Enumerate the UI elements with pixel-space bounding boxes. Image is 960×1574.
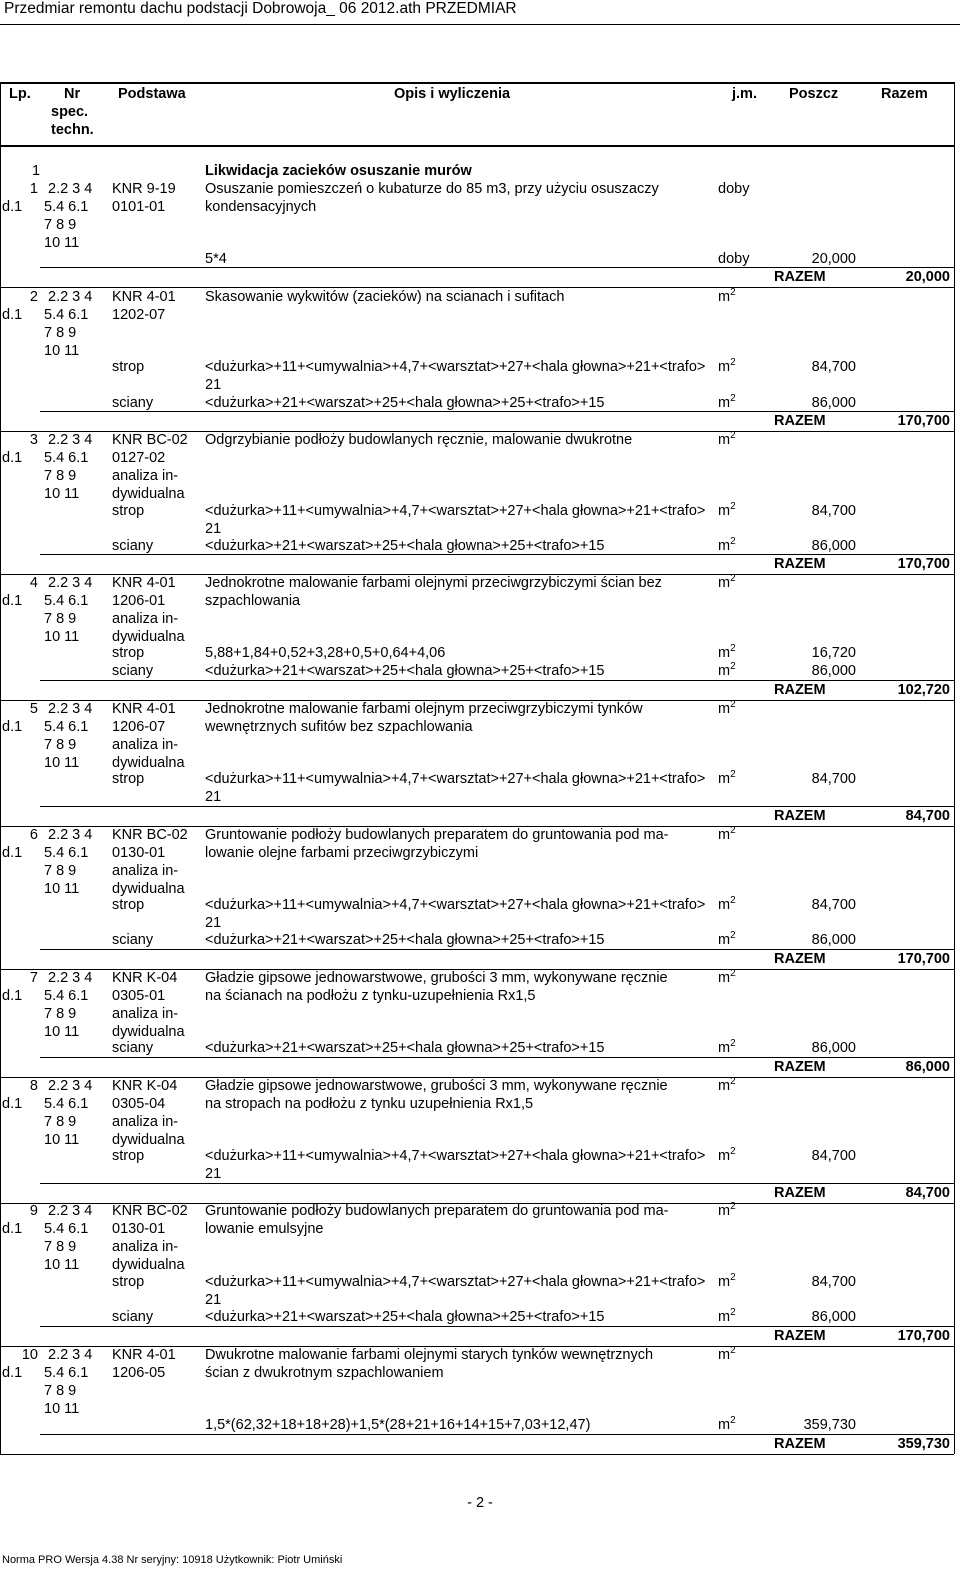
- podstawa-line: KNR BC-02: [112, 827, 188, 843]
- podstawa-line: KNR K-04: [112, 970, 178, 986]
- total-rule: [40, 1057, 954, 1058]
- total-rule: [40, 411, 954, 412]
- podstawa-line: analiza in-: [112, 468, 179, 484]
- unit-text: m: [718, 1274, 731, 1290]
- podstawa-line: analiza in-: [112, 1114, 179, 1130]
- section-title: Likwidacja zacieków osuszanie murów: [205, 163, 472, 179]
- unit-text: m: [718, 575, 731, 591]
- unit-text: m: [718, 359, 731, 375]
- row-unit: [718, 1039, 736, 1059]
- unit-superscript: 2: [730, 393, 736, 404]
- row-expression: <dużurka>+11+<umywalnia>+4,7+<warsztat>+27+<hala głowna>+21+<trafo>: [205, 359, 706, 375]
- unit-text: m: [718, 645, 731, 661]
- lp-number: 10: [21, 1347, 38, 1363]
- podstawa-line: analiza in-: [112, 1006, 179, 1022]
- description-line: lowanie olejne farbami przeciwgrzybiczymi: [205, 845, 479, 861]
- description-line: wewnętrznych sufitów bez szpachlowania: [205, 719, 473, 735]
- row-expression: <dużurka>+21+<warszat>+25+<hala głowna>+25+<trafo>+15: [205, 663, 605, 679]
- unit-text: m: [718, 970, 731, 986]
- row-label: sciany: [112, 538, 154, 554]
- row-expression: <dużurka>+21+<warszat>+25+<hala głowna>+25+<trafo>+15: [205, 1040, 605, 1056]
- row-expression-cont: 21: [205, 789, 222, 805]
- header-col-razem: Razem: [881, 86, 928, 102]
- row-expression: <dużurka>+21+<warszat>+25+<hala głowna>+25+<trafo>+15: [205, 538, 605, 554]
- row-value: 86,000: [811, 395, 856, 411]
- spec-line: 5.4 6.1: [44, 988, 89, 1004]
- unit-superscript: 2: [730, 536, 736, 547]
- description-line: Gładzie gipsowe jednowarstwowe, grubości 3 mm, wykonywane ręcznie: [205, 970, 668, 986]
- spec-line: 2.2 3 4: [48, 181, 93, 197]
- spec-line: 10 11: [44, 1024, 80, 1040]
- spec-line: 10 11: [44, 629, 80, 645]
- footer-text: Norma PRO Wersja 4.38 Nr seryjny: 10918 Użytkownik: Piotr Umiński: [2, 1554, 343, 1566]
- spec-line: 7 8 9: [44, 217, 77, 233]
- row-expression-cont: 21: [205, 1292, 222, 1308]
- unit-superscript: 2: [730, 1272, 736, 1283]
- lp-d: d.1: [2, 450, 23, 466]
- row-expression-cont: 21: [205, 1166, 222, 1182]
- spec-line: 2.2 3 4: [48, 1078, 93, 1094]
- podstawa-line: KNR BC-02: [112, 432, 188, 448]
- spec-line: 10 11: [44, 755, 80, 771]
- row-value: 86,000: [811, 1309, 856, 1325]
- lp-d: d.1: [2, 593, 23, 609]
- total-rule: [40, 949, 954, 950]
- spec-line: 5.4 6.1: [44, 1096, 89, 1112]
- spec-line: 5.4 6.1: [44, 719, 89, 735]
- podstawa-line: analiza in-: [112, 611, 179, 627]
- header-col-nr: Nr: [64, 86, 81, 102]
- row-expression: <dużurka>+21+<warszat>+25+<hala głowna>+25+<trafo>+15: [205, 395, 605, 411]
- lp-d: d.1: [2, 1096, 23, 1112]
- unit-text: m: [718, 771, 731, 787]
- row-label: strop: [112, 897, 145, 913]
- unit-text: m: [718, 1309, 731, 1325]
- podstawa-line: KNR 4-01: [112, 289, 176, 305]
- unit-label: doby: [718, 181, 750, 197]
- row-label: sciany: [112, 663, 154, 679]
- unit-text: m: [718, 432, 731, 448]
- row-expression: 5*4: [205, 251, 227, 267]
- unit-text: m: [718, 289, 731, 305]
- unit-superscript: 2: [730, 1415, 736, 1426]
- podstawa-line: dywidualna: [112, 1132, 185, 1148]
- unit-text: m: [718, 1417, 731, 1433]
- spec-line: 5.4 6.1: [44, 845, 89, 861]
- row-label: sciany: [112, 1309, 154, 1325]
- total-rule: [40, 1183, 954, 1184]
- row-expression: <dużurka>+21+<warszat>+25+<hala głowna>+25+<trafo>+15: [205, 932, 605, 948]
- row-value: 86,000: [811, 538, 856, 554]
- unit-label: [718, 574, 736, 594]
- unit-label: [718, 826, 736, 846]
- row-unit: [718, 1308, 736, 1328]
- total-label: RAZEM: [774, 1059, 826, 1075]
- unit-text: m: [718, 538, 731, 554]
- unit-text: m: [718, 663, 731, 679]
- lp-number: 2: [29, 289, 38, 305]
- unit-text: m: [718, 1347, 731, 1363]
- unit-superscript: 2: [730, 1345, 736, 1356]
- spec-line: 5.4 6.1: [44, 1221, 89, 1237]
- row-expression: 5,88+1,84+0,52+3,28+0,5+0,64+4,06: [205, 645, 446, 661]
- spec-line: 2.2 3 4: [48, 575, 93, 591]
- header-col-nr-techn: techn.: [51, 122, 94, 138]
- lp-d: d.1: [2, 1221, 23, 1237]
- document-title: Przedmiar remontu dachu podstacji Dobrowoja_ 06 2012.ath PRZEDMIAR: [4, 0, 517, 17]
- item-bottom-rule: [0, 1454, 954, 1455]
- unit-superscript: 2: [730, 357, 736, 368]
- lp-number: 3: [29, 432, 38, 448]
- lp-number: 6: [29, 827, 38, 843]
- unit-label: [718, 1202, 736, 1222]
- podstawa-line: KNR BC-02: [112, 1203, 188, 1219]
- podstawa-line: 0130-01: [112, 845, 166, 861]
- description-line: Skasowanie wykwitów (zacieków) na scianach i sufitach: [205, 289, 565, 305]
- podstawa-line: analiza in-: [112, 737, 179, 753]
- spec-line: 10 11: [44, 235, 80, 251]
- row-value: 84,700: [811, 503, 856, 519]
- podstawa-line: KNR 4-01: [112, 575, 176, 591]
- description-line: Dwukrotne malowanie farbami olejnymi starych tynków wewnętrznych: [205, 1347, 654, 1363]
- description-line: Gruntowanie podłoży budowlanych preparatem do gruntowania pod ma-: [205, 1203, 669, 1219]
- unit-text: m: [718, 1078, 731, 1094]
- lp-number: 5: [29, 701, 38, 717]
- unit-text: m: [718, 1040, 731, 1056]
- section-number: 1: [32, 163, 41, 179]
- row-label: strop: [112, 1274, 145, 1290]
- spec-line: 5.4 6.1: [44, 450, 89, 466]
- total-label: RAZEM: [774, 1185, 826, 1201]
- total-label: RAZEM: [774, 1328, 826, 1344]
- lp-number: 9: [29, 1203, 38, 1219]
- row-value: 16,720: [811, 645, 856, 661]
- row-unit: [718, 358, 736, 378]
- podstawa-line: 0127-02: [112, 450, 166, 466]
- podstawa-line: 0305-01: [112, 988, 166, 1004]
- description-line: na stropach na podłożu z tynku uzupełnienia Rx1,5: [205, 1096, 534, 1112]
- table-top-border: [0, 82, 954, 84]
- spec-line: 5.4 6.1: [44, 307, 89, 323]
- row-expression: <dużurka>+11+<umywalnia>+4,7+<warsztat>+27+<hala głowna>+21+<trafo>: [205, 771, 706, 787]
- unit-label: [718, 288, 736, 308]
- total-rule: [40, 1326, 954, 1327]
- row-value: 86,000: [811, 1040, 856, 1056]
- spec-line: 10 11: [44, 1132, 80, 1148]
- row-label: strop: [112, 771, 145, 787]
- total-value: 170,700: [897, 1328, 950, 1344]
- total-label: RAZEM: [774, 556, 826, 572]
- description-line: lowanie emulsyjne: [205, 1221, 324, 1237]
- title-rule: [0, 24, 960, 25]
- spec-line: 5.4 6.1: [44, 593, 89, 609]
- unit-superscript: 2: [730, 968, 736, 979]
- description-line: szpachlowania: [205, 593, 301, 609]
- row-label: strop: [112, 645, 145, 661]
- total-value: 20,000: [905, 269, 950, 285]
- podstawa-line: dywidualna: [112, 755, 185, 771]
- row-value: 20,000: [811, 251, 856, 267]
- unit-text: m: [718, 701, 731, 717]
- row-value: 84,700: [811, 897, 856, 913]
- row-unit: [718, 662, 736, 682]
- podstawa-line: dywidualna: [112, 1257, 185, 1273]
- podstawa-line: dywidualna: [112, 629, 185, 645]
- row-value: 86,000: [811, 932, 856, 948]
- lp-d: d.1: [2, 199, 23, 215]
- lp-d: d.1: [2, 1365, 23, 1381]
- spec-line: 2.2 3 4: [48, 1347, 93, 1363]
- row-expression: <dużurka>+11+<umywalnia>+4,7+<warsztat>+27+<hala głowna>+21+<trafo>: [205, 1274, 706, 1290]
- total-value: 170,700: [897, 951, 950, 967]
- spec-line: 10 11: [44, 486, 80, 502]
- header-col-nr-spec: spec.: [51, 104, 89, 120]
- row-unit: [718, 1416, 736, 1436]
- lp-number: 7: [29, 970, 38, 986]
- row-expression-cont: 21: [205, 915, 222, 931]
- unit-superscript: 2: [730, 1201, 736, 1212]
- total-rule: [40, 1434, 954, 1435]
- unit-superscript: 2: [730, 895, 736, 906]
- description-line: Osuszanie pomieszczeń o kubaturze do 85 m3, przy użyciu osuszaczy: [205, 181, 659, 197]
- podstawa-line: analiza in-: [112, 1239, 179, 1255]
- total-label: RAZEM: [774, 951, 826, 967]
- total-rule: [40, 806, 954, 807]
- spec-line: 7 8 9: [44, 1006, 77, 1022]
- unit-label: [718, 700, 736, 720]
- row-expression-cont: 21: [205, 377, 222, 393]
- spec-line: 2.2 3 4: [48, 701, 93, 717]
- total-value: 170,700: [897, 413, 950, 429]
- unit-superscript: 2: [730, 1038, 736, 1049]
- row-label: sciany: [112, 932, 154, 948]
- header-bottom-border: [0, 145, 954, 147]
- row-label: strop: [112, 359, 145, 375]
- header-col-jm: j.m.: [732, 86, 757, 102]
- row-expression-cont: 21: [205, 521, 222, 537]
- podstawa-line: KNR 4-01: [112, 1347, 176, 1363]
- spec-line: 2.2 3 4: [48, 970, 93, 986]
- unit-superscript: 2: [730, 430, 736, 441]
- unit-superscript: 2: [730, 699, 736, 710]
- header-col-podstawa: Podstawa: [118, 86, 186, 102]
- description-line: Jednokrotne malowanie farbami olejnymi przeciwgrzybiczymi ścian bez: [205, 575, 662, 591]
- row-unit: [718, 896, 736, 916]
- description-line: Gruntowanie podłoży budowlanych preparatem do gruntowania pod ma-: [205, 827, 669, 843]
- row-value: 86,000: [811, 663, 856, 679]
- podstawa-line: 0130-01: [112, 1221, 166, 1237]
- unit-superscript: 2: [730, 825, 736, 836]
- total-rule: [40, 680, 954, 681]
- spec-line: 5.4 6.1: [44, 1365, 89, 1381]
- lp-number: 4: [29, 575, 38, 591]
- total-label: RAZEM: [774, 413, 826, 429]
- total-value: 102,720: [897, 682, 950, 698]
- total-label: RAZEM: [774, 269, 826, 285]
- spec-line: 10 11: [44, 881, 80, 897]
- spec-line: 2.2 3 4: [48, 827, 93, 843]
- total-value: 86,000: [905, 1059, 950, 1075]
- spec-line: 2.2 3 4: [48, 289, 93, 305]
- row-expression: 1,5*(62,32+18+18+28)+1,5*(28+21+16+14+15+7,03+12,47): [205, 1417, 591, 1433]
- unit-superscript: 2: [730, 501, 736, 512]
- unit-label: [718, 1077, 736, 1097]
- unit-superscript: 2: [730, 1146, 736, 1157]
- total-label: RAZEM: [774, 808, 826, 824]
- total-rule: [40, 267, 954, 268]
- description-line: na ścianach na podłożu z tynku-uzupełnienia Rx1,5: [205, 988, 536, 1004]
- row-unit: [718, 1273, 736, 1293]
- unit-superscript: 2: [730, 643, 736, 654]
- podstawa-line: 1206-05: [112, 1365, 166, 1381]
- podstawa-line: dywidualna: [112, 1024, 185, 1040]
- podstawa-line: analiza in-: [112, 863, 179, 879]
- header-col-poszcz: Poszcz: [789, 86, 839, 102]
- description-line: Odgrzybianie podłoży budowlanych ręcznie, malowanie dwukrotne: [205, 432, 633, 448]
- unit-superscript: 2: [730, 287, 736, 298]
- spec-line: 5.4 6.1: [44, 199, 89, 215]
- row-unit: [718, 1147, 736, 1167]
- description-line: Gładzie gipsowe jednowarstwowe, grubości 3 mm, wykonywane ręcznie: [205, 1078, 668, 1094]
- row-expression: <dużurka>+21+<warszat>+25+<hala głowna>+25+<trafo>+15: [205, 1309, 605, 1325]
- unit-superscript: 2: [730, 769, 736, 780]
- row-label: strop: [112, 503, 145, 519]
- unit-label: [718, 431, 736, 451]
- vrule-right: [954, 82, 955, 1454]
- lp-number: 1: [29, 181, 38, 197]
- spec-line: 10 11: [44, 1401, 80, 1417]
- row-label: strop: [112, 1148, 145, 1164]
- unit-text: m: [718, 932, 731, 948]
- spec-line: 7 8 9: [44, 1239, 77, 1255]
- row-value: 84,700: [811, 771, 856, 787]
- podstawa-line: KNR K-04: [112, 1078, 178, 1094]
- vrule-left: [0, 82, 1, 1454]
- row-value: 84,700: [811, 1148, 856, 1164]
- unit-superscript: 2: [730, 573, 736, 584]
- spec-line: 2.2 3 4: [48, 432, 93, 448]
- lp-d: d.1: [2, 988, 23, 1004]
- spec-line: 7 8 9: [44, 611, 77, 627]
- row-expression: <dużurka>+11+<umywalnia>+4,7+<warsztat>+27+<hala głowna>+21+<trafo>: [205, 1148, 706, 1164]
- unit-label: [718, 1346, 736, 1366]
- unit-superscript: 2: [730, 661, 736, 672]
- unit-text: m: [718, 503, 731, 519]
- spec-line: 7 8 9: [44, 737, 77, 753]
- podstawa-line: dywidualna: [112, 486, 185, 502]
- total-value: 359,730: [897, 1436, 950, 1452]
- row-value: 84,700: [811, 359, 856, 375]
- row-unit: [718, 502, 736, 522]
- unit-superscript: 2: [730, 1076, 736, 1087]
- description-line: ścian z dwukrotnym szpachlowaniem: [205, 1365, 444, 1381]
- row-label: sciany: [112, 395, 154, 411]
- total-label: RAZEM: [774, 1436, 826, 1452]
- spec-line: 7 8 9: [44, 863, 77, 879]
- spec-line: 2.2 3 4: [48, 1203, 93, 1219]
- lp-d: d.1: [2, 845, 23, 861]
- podstawa-line: 0101-01: [112, 199, 166, 215]
- spec-line: 7 8 9: [44, 325, 77, 341]
- description-line: Jednokrotne malowanie farbami olejnym przeciwgrzybiczymi tynków: [205, 701, 643, 717]
- total-rule: [40, 554, 954, 555]
- lp-d: d.1: [2, 719, 23, 735]
- row-unit: [718, 770, 736, 790]
- spec-line: 10 11: [44, 343, 80, 359]
- podstawa-line: KNR 9-19: [112, 181, 176, 197]
- podstawa-line: 1206-01: [112, 593, 166, 609]
- podstawa-line: 0305-04: [112, 1096, 166, 1112]
- podstawa-line: dywidualna: [112, 881, 185, 897]
- total-value: 84,700: [905, 808, 950, 824]
- spec-line: 7 8 9: [44, 1114, 77, 1130]
- total-value: 84,700: [905, 1185, 950, 1201]
- lp-d: d.1: [2, 307, 23, 323]
- spec-line: 7 8 9: [44, 468, 77, 484]
- header-col-lp: Lp.: [9, 86, 31, 102]
- row-unit: doby: [718, 251, 750, 267]
- row-value: 359,730: [803, 1417, 856, 1433]
- spec-line: 7 8 9: [44, 1383, 77, 1399]
- spec-line: 10 11: [44, 1257, 80, 1273]
- unit-text: m: [718, 897, 731, 913]
- total-label: RAZEM: [774, 682, 826, 698]
- row-value: 84,700: [811, 1274, 856, 1290]
- unit-superscript: 2: [730, 930, 736, 941]
- lp-number: 8: [29, 1078, 38, 1094]
- unit-label: [718, 969, 736, 989]
- unit-text: m: [718, 1148, 731, 1164]
- unit-superscript: 2: [730, 1307, 736, 1318]
- row-unit: [718, 931, 736, 951]
- unit-text: m: [718, 395, 731, 411]
- total-value: 170,700: [897, 556, 950, 572]
- row-expression: <dużurka>+11+<umywalnia>+4,7+<warsztat>+27+<hala głowna>+21+<trafo>: [205, 897, 706, 913]
- podstawa-line: KNR 4-01: [112, 701, 176, 717]
- description-line: kondensacyjnych: [205, 199, 317, 215]
- row-expression: <dużurka>+11+<umywalnia>+4,7+<warsztat>+27+<hala głowna>+21+<trafo>: [205, 503, 706, 519]
- unit-text: m: [718, 1203, 731, 1219]
- podstawa-line: 1202-07: [112, 307, 166, 323]
- header-col-opis: Opis i wyliczenia: [394, 86, 511, 102]
- row-label: sciany: [112, 1040, 154, 1056]
- unit-text: m: [718, 827, 731, 843]
- podstawa-line: 1206-07: [112, 719, 166, 735]
- page-number: - 2 -: [467, 1495, 493, 1511]
